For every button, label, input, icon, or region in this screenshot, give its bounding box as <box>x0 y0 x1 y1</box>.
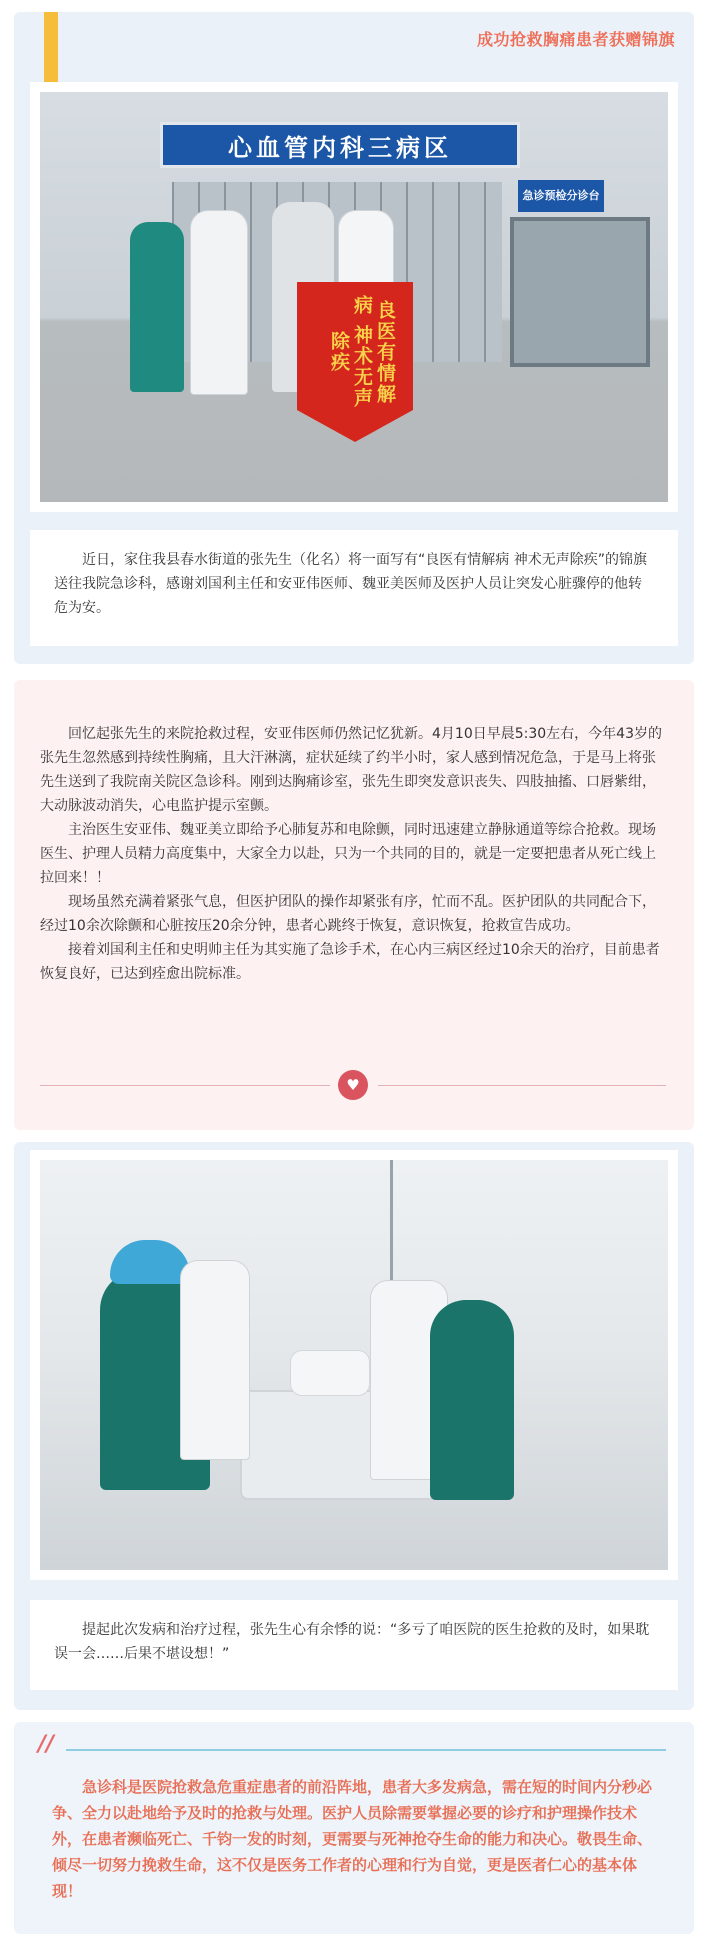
section-title: 成功抢救胸痛患者获赠锦旗 <box>476 30 675 49</box>
photo-ward-sign: 心血管内科三病区 <box>160 122 520 168</box>
heart-icon: ♥ <box>338 1070 368 1100</box>
photo-person-nurse <box>130 222 184 392</box>
divider-left <box>40 1085 330 1086</box>
text-card-quote <box>30 1600 678 1690</box>
photo-banner-text: 良医有情解病 神术无声除疾 <box>328 295 396 409</box>
photo-nurse-right <box>430 1300 514 1500</box>
photo-frame-award <box>30 82 678 512</box>
quote-mark-icon: // <box>38 1732 55 1757</box>
photo-pillow <box>290 1350 370 1396</box>
summary-text: 急诊科是医院抢救急危重症患者的前沿阵地，患者大多发病急，需在短的时间内分秒必争、全力以赴地给予及时的抢救与处理。医护人员除需要掌握必要的诊疗和护理操作技术外，在患者濒临死亡、千钧一发的时刻，更需要与死神抢夺生命的能力和决心。敬畏生命、倾尽一切努力挽救生命，这不仅是医务工作者的心理和行为自觉，更是医者仁心的基本体现！ <box>52 1778 653 1900</box>
photo-doctor-left <box>180 1260 250 1460</box>
photo-person-doctor1 <box>190 210 248 395</box>
story-paragraph: 回忆起张先生的来院抢救过程，安亚伟医师仍然记忆犹新。4月10日早晨5:30左右，今年43岁的张先生忽然感到持续性胸痛，且大汗淋漓，症状延续了约半小时，家人感到情况危急，于是马上将张先生送到了我院南关院区急诊科。刚到达胸痛诊室，张先生即突发意识丧失、四肢抽搐、口唇紫绀，大动脉波动消失，心电监护提示室颤。 <box>40 726 662 814</box>
accent-bar <box>44 12 58 84</box>
divider-right <box>378 1085 666 1086</box>
story-paragraph: 接着刘国利主任和史明帅主任为其实施了急诊手术，在心内三病区经过10余天的治疗，目前患者恢复良好，已达到痊愈出院标准。 <box>40 942 660 982</box>
award-photo <box>40 92 668 502</box>
text-card-intro <box>30 530 678 646</box>
ward-photo <box>40 1160 668 1570</box>
photo-cap-left <box>110 1240 190 1284</box>
quote-paragraph: 提起此次发病和治疗过程，张先生心有余悸的说：“多亏了咱医院的医生抢救的及时，如果耽误一会……后果不堪设想！” <box>54 1622 650 1662</box>
story-paragraph: 现场虽然充满着紧张气息，但医护团队的操作却紧张有序，忙而不乱。医护团队的共同配合下，经过10余次除颤和心脏按压20余分钟，患者心跳终于恢复，意识恢复，抢救宣告成功。 <box>40 894 656 934</box>
photo-triage-sign: 急诊预检分诊台 <box>518 180 604 212</box>
photo-side-door <box>510 217 650 367</box>
rescue-story-text <box>40 722 668 986</box>
intro-paragraph: 近日，家住我县春水街道的张先生（化名）将一面写有“良医有情解病 神术无声除疾”的锦旗送往我院急诊科，感谢刘国利主任和安亚伟医师、魏亚美医师及医护人员让突发心脏骤停的他转危为安。 <box>54 552 647 616</box>
story-paragraph: 主治医生安亚伟、魏亚美立即给予心肺复苏和电除颤，同时迅速建立静脉通道等综合抢救。现场医生、护理人员精力高度集中，大家全力以赴，只为一个共同的目的，就是一定要把患者从死亡线上拉回来！！ <box>40 822 656 886</box>
quote-divider <box>66 1749 666 1751</box>
photo-iv-pole <box>390 1160 393 1280</box>
photo-frame-ward <box>30 1150 678 1580</box>
